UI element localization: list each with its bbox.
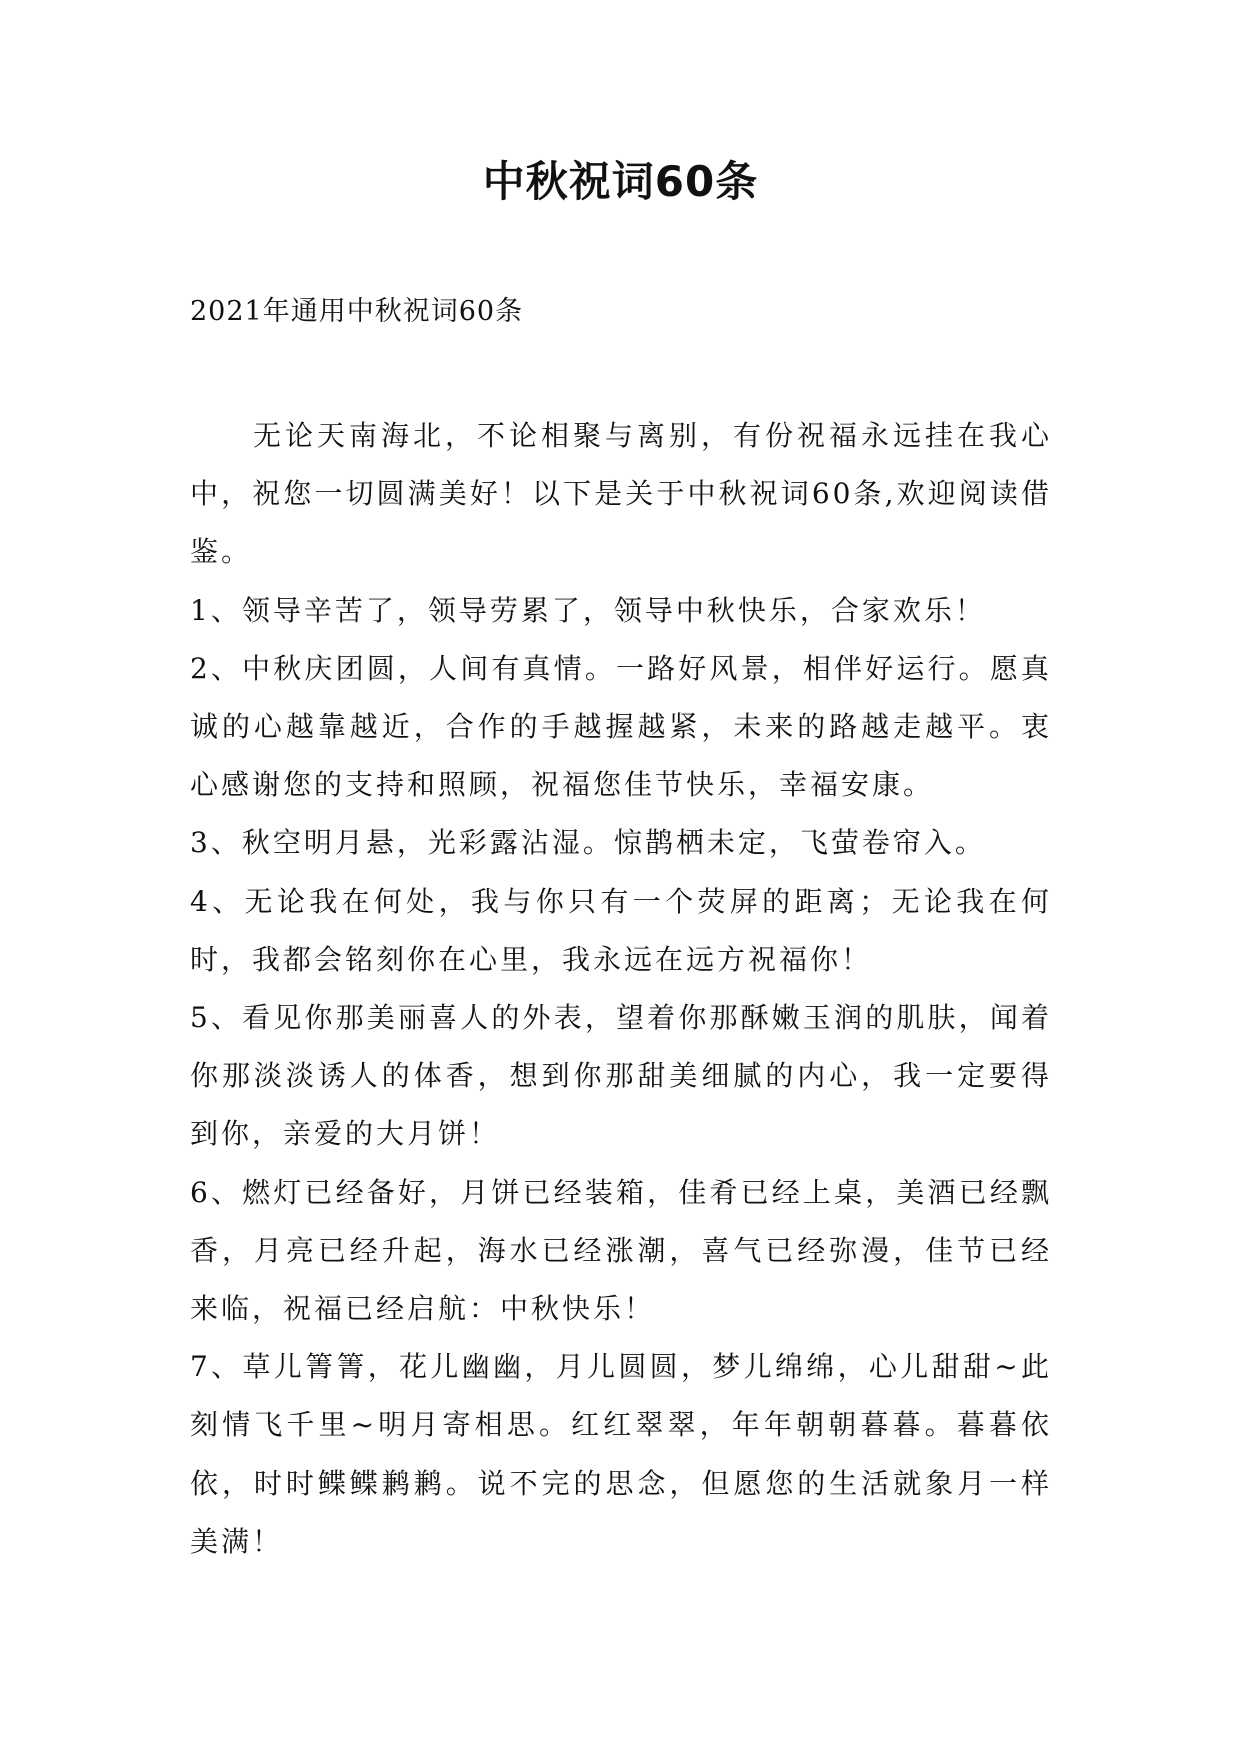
list-item: 2、中秋庆团圆，人间有真情。一路好风景，相伴好运行。愿真诚的心越靠越近，合作的手越握越紧，未来的路越走越平。衷心感谢您的支持和照顾，祝福您佳节快乐，幸福安康。 bbox=[190, 651, 1052, 802]
document-subtitle: 2021年通用中秋祝词60条 bbox=[190, 296, 524, 327]
document-body bbox=[190, 407, 1052, 1571]
list-item: 5、看见你那美丽喜人的外表，望着你那酥嫩玉润的肌肤，闻着你那淡淡诱人的体香，想到你那甜美细腻的内心，我一定要得到你，亲爱的大月饼！ bbox=[190, 1001, 1052, 1151]
list-item: 6、燃灯已经备好，月饼已经装箱，佳肴已经上桌，美酒已经飘香，月亮已经升起，海水已经涨潮，喜气已经弥漫，佳节已经来临，祝福已经启航：中秋快乐！ bbox=[190, 1175, 1052, 1326]
list-item: 4、无论我在何处，我与你只有一个荧屏的距离；无论我在何时，我都会铭刻你在心里，我永远在远方祝福你！ bbox=[190, 884, 1052, 976]
document-title: 中秋祝词60条 bbox=[482, 157, 759, 206]
list-item: 3、秋空明月悬，光彩露沾湿。惊鹊栖未定，飞萤卷帘入。 bbox=[190, 826, 986, 860]
intro-paragraph: 无论天南海北，不论相聚与离别，有份祝福永远挂在我心中，祝您一切圆满美好！以下是关于中秋祝词60条,欢迎阅读借鉴。 bbox=[190, 419, 1052, 569]
list-item: 7、草儿箐箐，花儿幽幽，月儿圆圆，梦儿绵绵，心儿甜甜~此刻情飞千里~明月寄相思。红红翠翠，年年朝朝暮暮。暮暮依依，时时鲽鲽鹣鹣。说不完的思念，但愿您的生活就象月一样美满！ bbox=[190, 1350, 1052, 1558]
list-item: 1、领导辛苦了，领导劳累了，领导中秋快乐，合家欢乐！ bbox=[190, 593, 986, 627]
